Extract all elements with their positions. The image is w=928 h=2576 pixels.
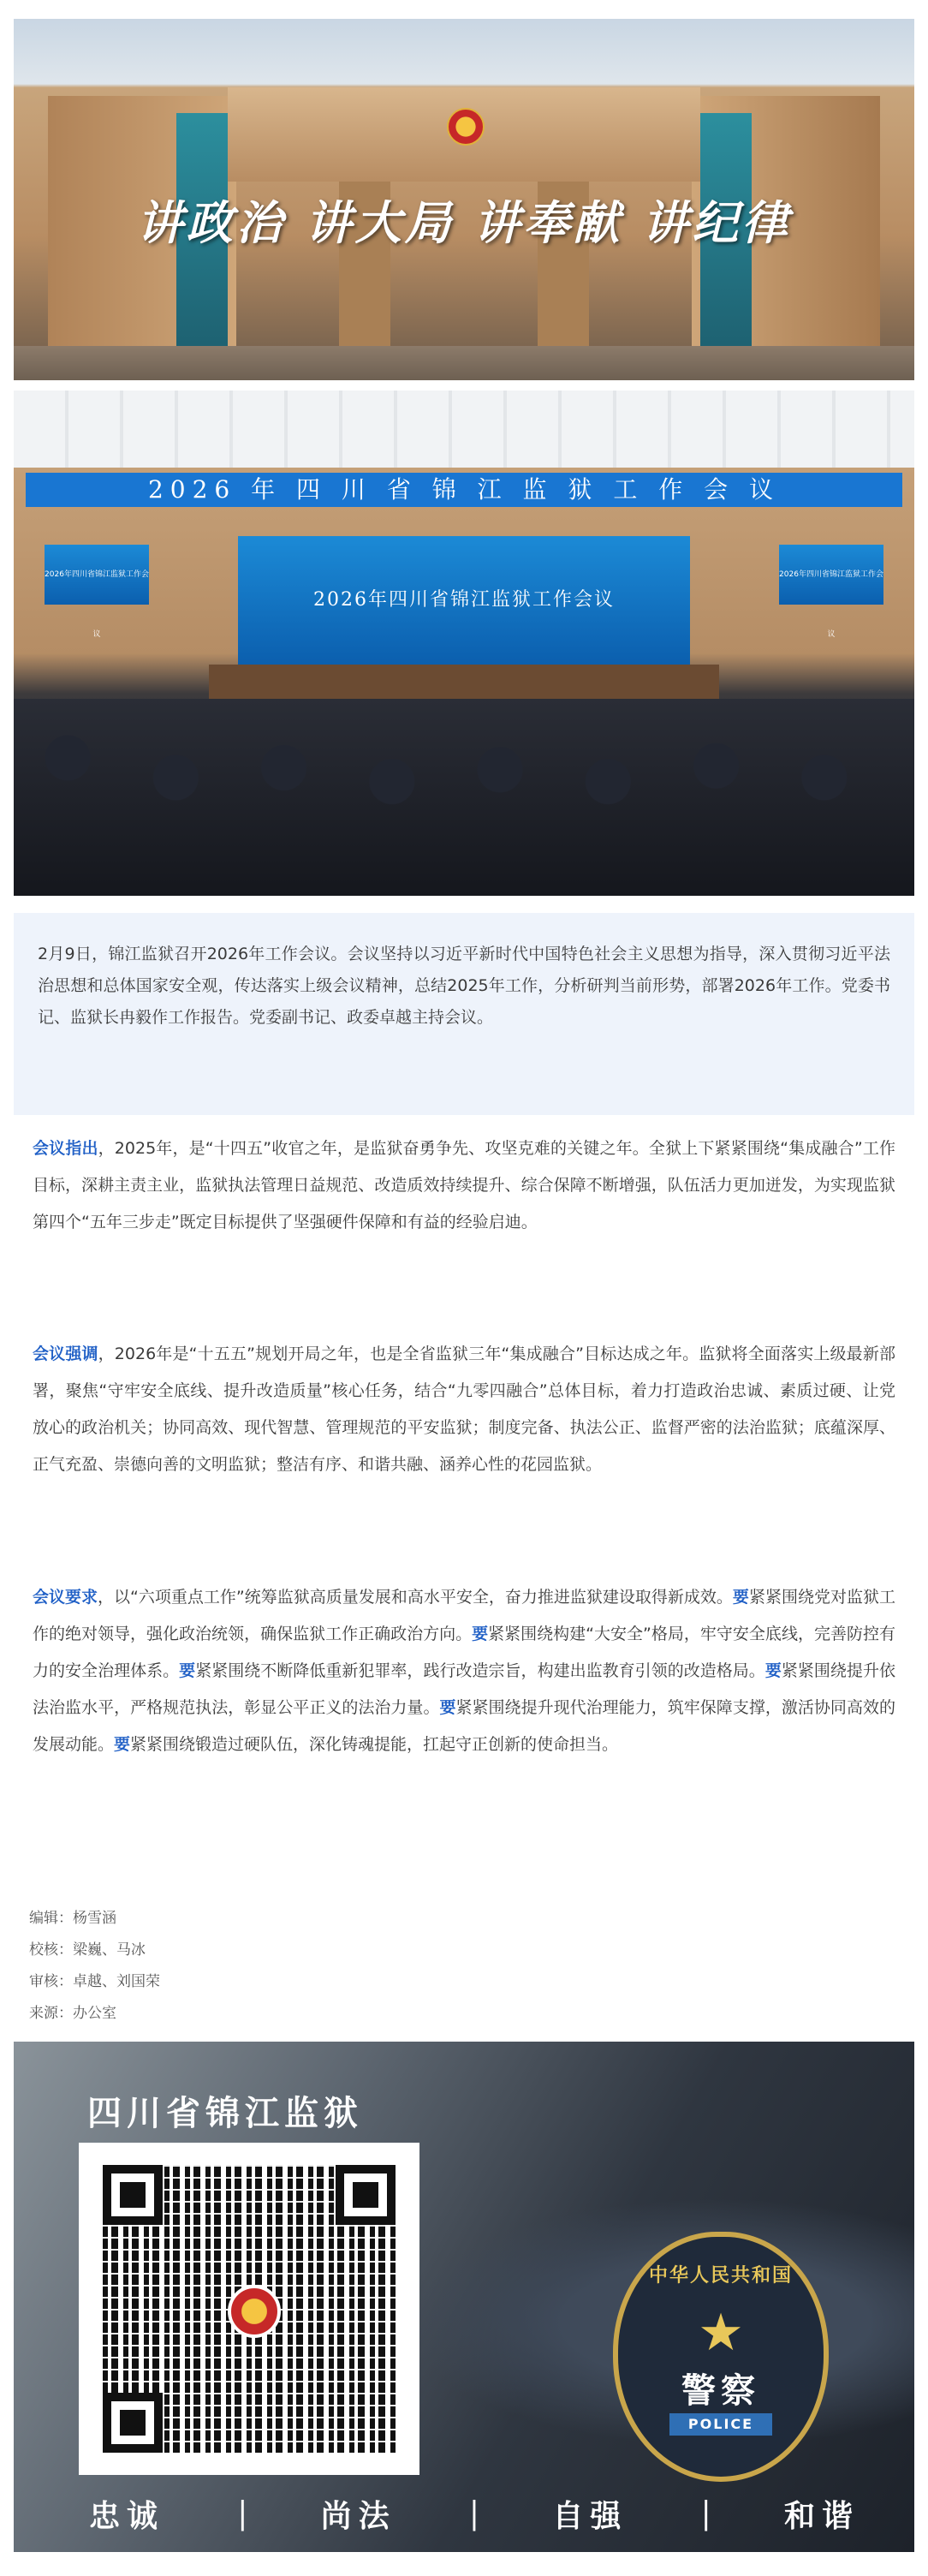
meeting-banner-sign: 2026 年 四 川 省 锦 江 监 狱 工 作 会 议 xyxy=(26,473,902,507)
value-separator: | xyxy=(237,2496,248,2531)
value-separator: | xyxy=(700,2496,711,2531)
requirement-item: 紧紧围绕不断降低重新犯罪率，践行改造宗旨，构建出监教育引领的改造格局。 xyxy=(195,1661,765,1680)
qr-finder-icon xyxy=(103,2393,163,2453)
requirement-item: 紧紧围绕提升依法治监水平，严格规范执法，彰显公平正义的法治力量。 xyxy=(33,1661,895,1717)
core-values xyxy=(89,2492,860,2535)
req-marker: 要 xyxy=(114,1735,131,1754)
paragraph-text: ，以“六项重点工作”统筹监狱高质量发展和高水平安全，奋力推进监狱建设取得新成效。 xyxy=(98,1588,733,1607)
req-marker: 要 xyxy=(764,1661,782,1680)
value-item: 自强 xyxy=(552,2497,628,2534)
ground xyxy=(14,346,914,380)
paragraph-text: ，2026年是“十五五”规划开局之年，也是全省监狱三年“集成融合”目标达成之年。监狱将全面落实上级最新部署，聚焦“守牢安全底线、提升改造质量”核心任务，结合“九零四融合”总体目标，着力打造政治忠诚、素质过硬、让党放心的政治机关；协同高效、现代智慧、管理规范的平安监狱；制度完备、执法公正、监督严密的法治监狱；底蕴深厚、正气充盈、崇德向善的文明监狱；整洁有序、和谐共融、涵养心性的花园监狱。 xyxy=(33,1345,895,1474)
credit-proofreader: 校核：梁巍、马冰 xyxy=(29,1941,146,1959)
paragraph-requirements xyxy=(33,1579,895,1763)
req-marker: 要 xyxy=(439,1698,456,1717)
value-item: 和谐 xyxy=(783,2497,860,2534)
police-emblem-icon xyxy=(228,2285,281,2338)
req-marker: 要 xyxy=(732,1588,749,1607)
requirement-item: 紧紧围绕党对监狱工作的绝对领导，强化政治统领，确保监狱工作正确政治方向。 xyxy=(33,1588,895,1643)
paragraph-text: ，2025年，是“十四五”收官之年，是监狱奋勇争先、攻坚克难的关键之年。全狱上下紧紧围绕“集成融合”工作目标，深耕主责主业，监狱执法管理日益规范、改造质效持续提升、综合保障不断增强，队伍活力更加迸发，为实现监狱第四个“五年三步走”既定目标提供了坚强硬件保障和有益的经验启迪。 xyxy=(33,1139,895,1231)
audience xyxy=(14,699,914,896)
police-emblem-icon xyxy=(447,108,485,146)
value-item: 尚法 xyxy=(320,2497,396,2534)
side-screen-left: 2026年四川省锦江监狱工作会议 xyxy=(45,545,149,605)
req-marker: 要 xyxy=(472,1625,489,1643)
org-name: 四川省锦江监狱 xyxy=(87,2093,363,2133)
lead-phrase: 会议要求 xyxy=(33,1588,98,1607)
paragraph-emphasized xyxy=(33,1336,895,1483)
credit-source: 来源：办公室 xyxy=(29,2005,116,2022)
banner-slogan: 讲政治 讲大局 讲奉献 讲纪律 xyxy=(136,195,792,250)
value-separator: | xyxy=(468,2496,480,2531)
badge-police-label: POLICE xyxy=(669,2413,772,2436)
banner-image xyxy=(14,19,914,380)
star-icon: ★ xyxy=(698,2303,744,2363)
req-marker: 要 xyxy=(179,1661,196,1680)
meeting-photo xyxy=(14,391,914,896)
credits xyxy=(29,1903,543,2030)
summary-box: 2月9日，锦江监狱召开2026年工作会议。会议坚持以习近平新时代中国特色社会主义思想为指导，深入贯彻习近平法治思想和总体国家安全观，传达落实上级会议精神，总结2025年工作，分析研判当前形势，部署2026年工作。党委书记、监狱长冉毅作工作报告。党委副书记、政委卓越主持会议。 xyxy=(14,913,914,1115)
qr-card[interactable] xyxy=(79,2143,419,2475)
badge-top-text: 中华人民共和国 xyxy=(648,2265,793,2287)
credit-reviewer: 审核：卓越、刘国荣 xyxy=(29,1973,160,1990)
ceiling-lights xyxy=(14,391,914,468)
qr-finder-icon xyxy=(103,2165,163,2225)
paragraph-pointed-out xyxy=(33,1130,895,1241)
credit-editor: 编辑：杨雪涵 xyxy=(29,1910,116,1927)
side-screen-right: 2026年四川省锦江监狱工作会议 xyxy=(779,545,883,605)
main-screen: 2026年四川省锦江监狱工作会议 xyxy=(238,536,690,665)
requirement-item: 紧紧围绕提升现代治理能力，筑牢保障支撑，激活协同高效的发展动能。 xyxy=(33,1698,895,1754)
qr-finder-icon xyxy=(336,2165,396,2225)
footer-card xyxy=(14,2042,914,2552)
requirement-item: 紧紧围绕构建“大安全”格局，牢守安全底线，完善防控有力的安全治理体系。 xyxy=(33,1625,895,1680)
requirement-item: 紧紧围绕锻造过硬队伍，深化铸魂提能，扛起守正创新的使命担当。 xyxy=(130,1735,619,1754)
police-badge xyxy=(613,2232,829,2482)
lead-phrase: 会议强调 xyxy=(33,1345,98,1363)
badge-word: 警察 xyxy=(681,2371,760,2411)
value-item: 忠诚 xyxy=(89,2497,165,2534)
lead-phrase: 会议指出 xyxy=(33,1139,98,1158)
